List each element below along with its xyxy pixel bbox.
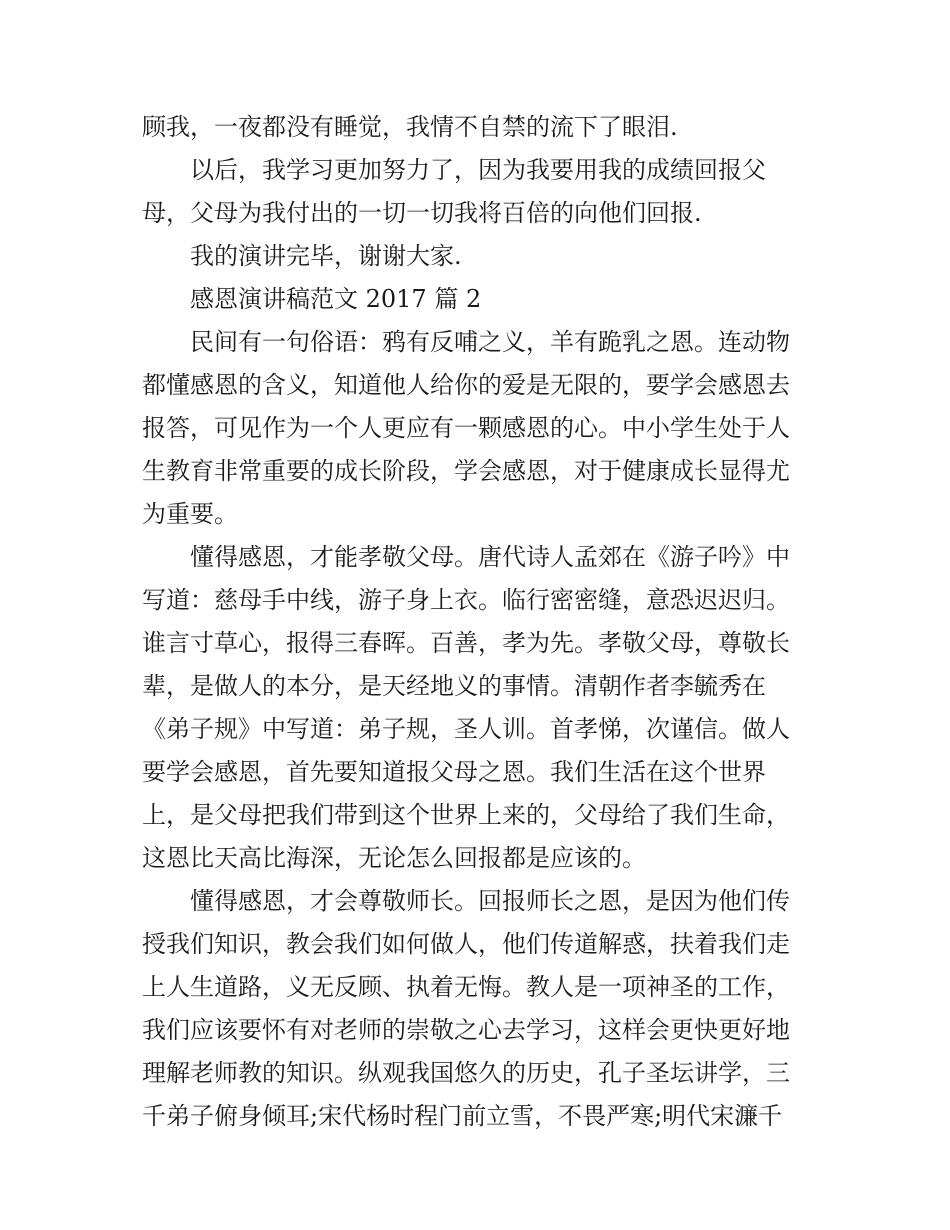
text-line: 辈，是做人的本分，是天经地义的事情。清朝作者李毓秀在 xyxy=(142,672,766,700)
text-line: 千弟子俯身倾耳;宋代杨时程门前立雪，不畏严寒;明代宋濂千 xyxy=(142,1102,783,1130)
text-line: 生教育非常重要的成长阶段，学会感恩，对于健康成长显得尤 xyxy=(142,457,790,485)
text-line: 理解老师教的知识。纵观我国悠久的历史，孔子圣坛讲学，三 xyxy=(142,1059,790,1087)
text-line: 授我们知识，教会我们如何做人，他们传道解惑，扶着我们走 xyxy=(142,930,790,958)
text-line: 顾我，一夜都没有睡觉，我情不自禁的流下了眼泪. xyxy=(142,113,678,141)
section-heading: 感恩演讲稿范文 2017 篇 2 xyxy=(190,285,482,313)
text-line: 我的演讲完毕，谢谢大家. xyxy=(190,242,462,270)
text-line: 上人生道路，义无反顾、执着无悔。教人是一项神圣的工作， xyxy=(142,973,790,1001)
text-line: 要学会感恩，首先要知道报父母之恩。我们生活在这个世界 xyxy=(142,758,766,786)
text-line: 民间有一句俗语：鸦有反哺之义，羊有跪乳之恩。连动物 xyxy=(190,328,790,356)
text-line: 《弟子规》中写道：弟子规，圣人训。首孝悌，次谨信。做人 xyxy=(142,715,790,743)
text-line: 谁言寸草心，报得三春晖。百善，孝为先。孝敬父母，尊敬长 xyxy=(142,629,790,657)
text-line: 以后，我学习更加努力了，因为我要用我的成绩回报父 xyxy=(190,156,766,184)
text-line: 母，父母为我付出的一切一切我将百倍的向他们回报. xyxy=(142,199,702,227)
text-line: 写道：慈母手中线，游子身上衣。临行密密缝，意恐迟迟归。 xyxy=(142,586,790,614)
text-line: 报答，可见作为一个人更应有一颗感恩的心。中小学生处于人 xyxy=(142,414,790,442)
text-line: 懂得感恩，才会尊敬师长。回报师长之恩，是因为他们传 xyxy=(190,887,790,915)
text-line: 都懂感恩的含义，知道他人给你的爱是无限的，要学会感恩去 xyxy=(142,371,790,399)
text-line: 为重要。 xyxy=(142,500,238,528)
text-line: 这恩比天高比海深，无论怎么回报都是应该的。 xyxy=(142,844,646,872)
text-line: 懂得感恩，才能孝敬父母。唐代诗人孟郊在《游子吟》中 xyxy=(190,543,790,571)
text-line: 上，是父母把我们带到这个世界上来的，父母给了我们生命， xyxy=(142,801,790,829)
text-line: 我们应该要怀有对老师的崇敬之心去学习，这样会更快更好地 xyxy=(142,1016,790,1044)
